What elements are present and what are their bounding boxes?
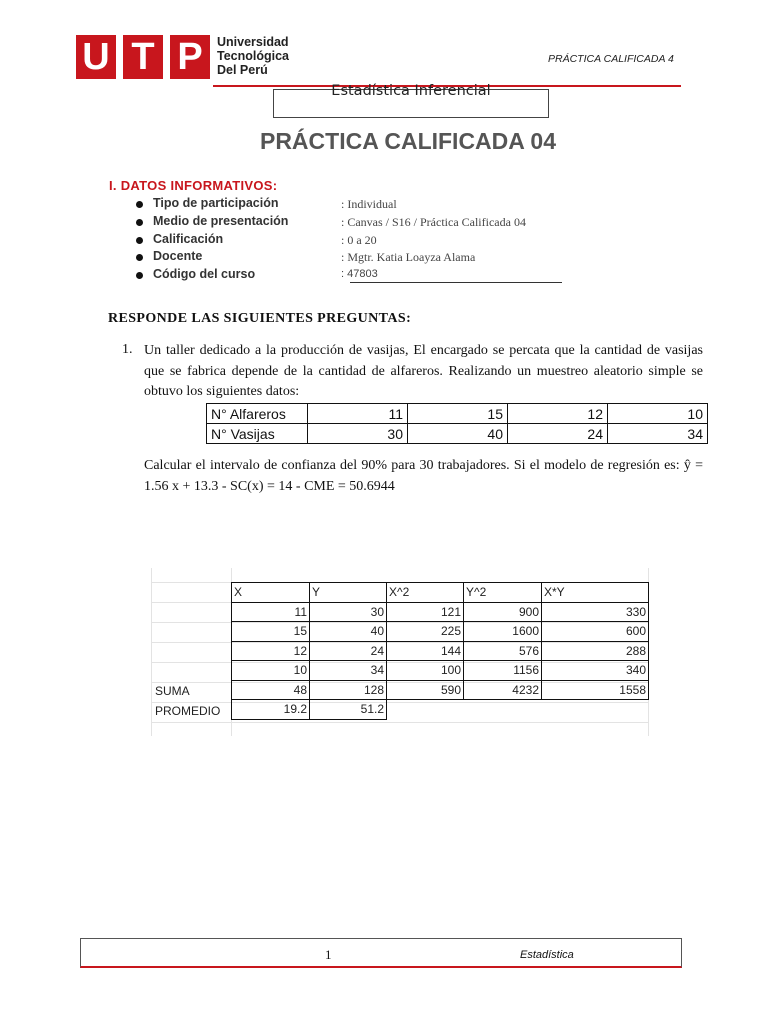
bullet-icon bbox=[136, 237, 143, 244]
info-value: : 0 a 20 bbox=[341, 232, 377, 247]
table-cell: 1600 bbox=[464, 622, 542, 642]
avg-cell: 19.2 bbox=[232, 700, 310, 720]
row-label: N° Alfareros bbox=[207, 404, 308, 424]
spreadsheet-image bbox=[151, 568, 649, 736]
table-row bbox=[232, 661, 649, 681]
info-label: Calificación bbox=[153, 231, 224, 246]
table-cell: 12 bbox=[232, 641, 310, 661]
question-task: Calcular el intervalo de confianza del 90% para 30 trabajadores. Si el modelo de regresión es: ŷ = 1.56 x + 13.3 - SC(x) = 14 - CME = 50.6944 bbox=[144, 458, 703, 494]
bullet-icon bbox=[136, 254, 143, 261]
sum-cell: 1558 bbox=[542, 680, 649, 700]
info-label: Código del curso bbox=[153, 267, 256, 282]
table-row bbox=[232, 583, 649, 603]
bullet-icon bbox=[136, 201, 143, 208]
table-cell: 15 bbox=[232, 622, 310, 642]
table-cell: 576 bbox=[464, 641, 542, 661]
table-cell: 40 bbox=[310, 622, 387, 642]
table-cell: 34 bbox=[310, 661, 387, 681]
table-cell: 12 bbox=[508, 404, 608, 424]
info-value: : Mgtr. Katia Loayza Alama bbox=[341, 250, 476, 265]
table-cell: 24 bbox=[508, 424, 608, 444]
table-cell: 30 bbox=[310, 602, 387, 622]
table-cell: 600 bbox=[542, 622, 649, 642]
table-row bbox=[232, 700, 649, 720]
logo-letter-t: T bbox=[131, 36, 155, 78]
table-row bbox=[232, 641, 649, 661]
table-cell: 121 bbox=[387, 602, 464, 622]
avg-label: PROMEDIO bbox=[155, 704, 221, 718]
info-value: : Canvas / S16 / Práctica Calificada 04 bbox=[341, 214, 526, 229]
page-number: 1 bbox=[325, 947, 332, 962]
table-row bbox=[232, 622, 649, 642]
course-title: Estadística Inferencial bbox=[331, 83, 491, 99]
table-cell: 15 bbox=[408, 404, 508, 424]
info-label: Docente bbox=[153, 249, 203, 264]
table-cell: 34 bbox=[608, 424, 708, 444]
table-cell: 40 bbox=[408, 424, 508, 444]
info-label: Medio de presentación bbox=[153, 213, 289, 228]
table-cell: 10 bbox=[608, 404, 708, 424]
sum-cell: 590 bbox=[387, 680, 464, 700]
data-table bbox=[206, 403, 708, 444]
course-code-underline bbox=[350, 282, 562, 283]
table-cell: 144 bbox=[387, 641, 464, 661]
column-header: Y^2 bbox=[464, 583, 542, 603]
footer-subject: Estadística bbox=[520, 949, 574, 961]
section-title: I. DATOS INFORMATIVOS: bbox=[109, 178, 278, 193]
column-header: X bbox=[232, 583, 310, 603]
logo-letter-u: U bbox=[82, 36, 110, 78]
row-label: N° Vasijas bbox=[207, 424, 308, 444]
column-header: Y bbox=[310, 583, 387, 603]
table-cell: 30 bbox=[308, 424, 408, 444]
question-number: 1. bbox=[122, 342, 133, 357]
bullet-icon bbox=[136, 272, 143, 279]
question-intro: Un taller dedicado a la producción de vasijas, El encargado se percata que la cantidad de vasijas que se fabrica depende de la cantidad de alfareros. Realizando un muestreo aleatorio simple se obtuvo los siguientes datos: bbox=[144, 343, 703, 399]
university-name: Universidad Tecnológica Del Perú bbox=[217, 35, 290, 77]
table-cell: 11 bbox=[232, 602, 310, 622]
info-value: : Individual bbox=[341, 197, 397, 211]
table-cell: 24 bbox=[310, 641, 387, 661]
column-header: X*Y bbox=[542, 583, 649, 603]
page-title: PRÁCTICA CALIFICADA 04 bbox=[259, 128, 557, 154]
course-code-value: : 47803 bbox=[341, 268, 378, 281]
table-row bbox=[207, 404, 708, 424]
table-row bbox=[207, 424, 708, 444]
table-row bbox=[232, 680, 649, 700]
table-cell: 1156 bbox=[464, 661, 542, 681]
table-cell: 288 bbox=[542, 641, 649, 661]
sum-cell: 128 bbox=[310, 680, 387, 700]
bullet-icon bbox=[136, 219, 143, 226]
sum-label: SUMA bbox=[155, 684, 190, 698]
table-cell: 900 bbox=[464, 602, 542, 622]
table-cell: 11 bbox=[308, 404, 408, 424]
header-right-title: PRÁCTICA CALIFICADA 4 bbox=[548, 53, 674, 65]
table-row bbox=[232, 602, 649, 622]
column-header: X^2 bbox=[387, 583, 464, 603]
table-cell: 330 bbox=[542, 602, 649, 622]
table-cell: 100 bbox=[387, 661, 464, 681]
avg-cell: 51.2 bbox=[310, 700, 387, 720]
table-cell: 10 bbox=[232, 661, 310, 681]
questions-title: RESPONDE LAS SIGUIENTES PREGUNTAS: bbox=[108, 311, 412, 326]
logo-letter-p: P bbox=[177, 36, 203, 78]
utp-logo bbox=[76, 35, 210, 79]
table-cell: 225 bbox=[387, 622, 464, 642]
footer-box bbox=[80, 938, 682, 968]
table-cell: 340 bbox=[542, 661, 649, 681]
sum-cell: 48 bbox=[232, 680, 310, 700]
spreadsheet-table bbox=[231, 582, 649, 720]
sum-cell: 4232 bbox=[464, 680, 542, 700]
info-label: Tipo de participación bbox=[153, 196, 279, 210]
